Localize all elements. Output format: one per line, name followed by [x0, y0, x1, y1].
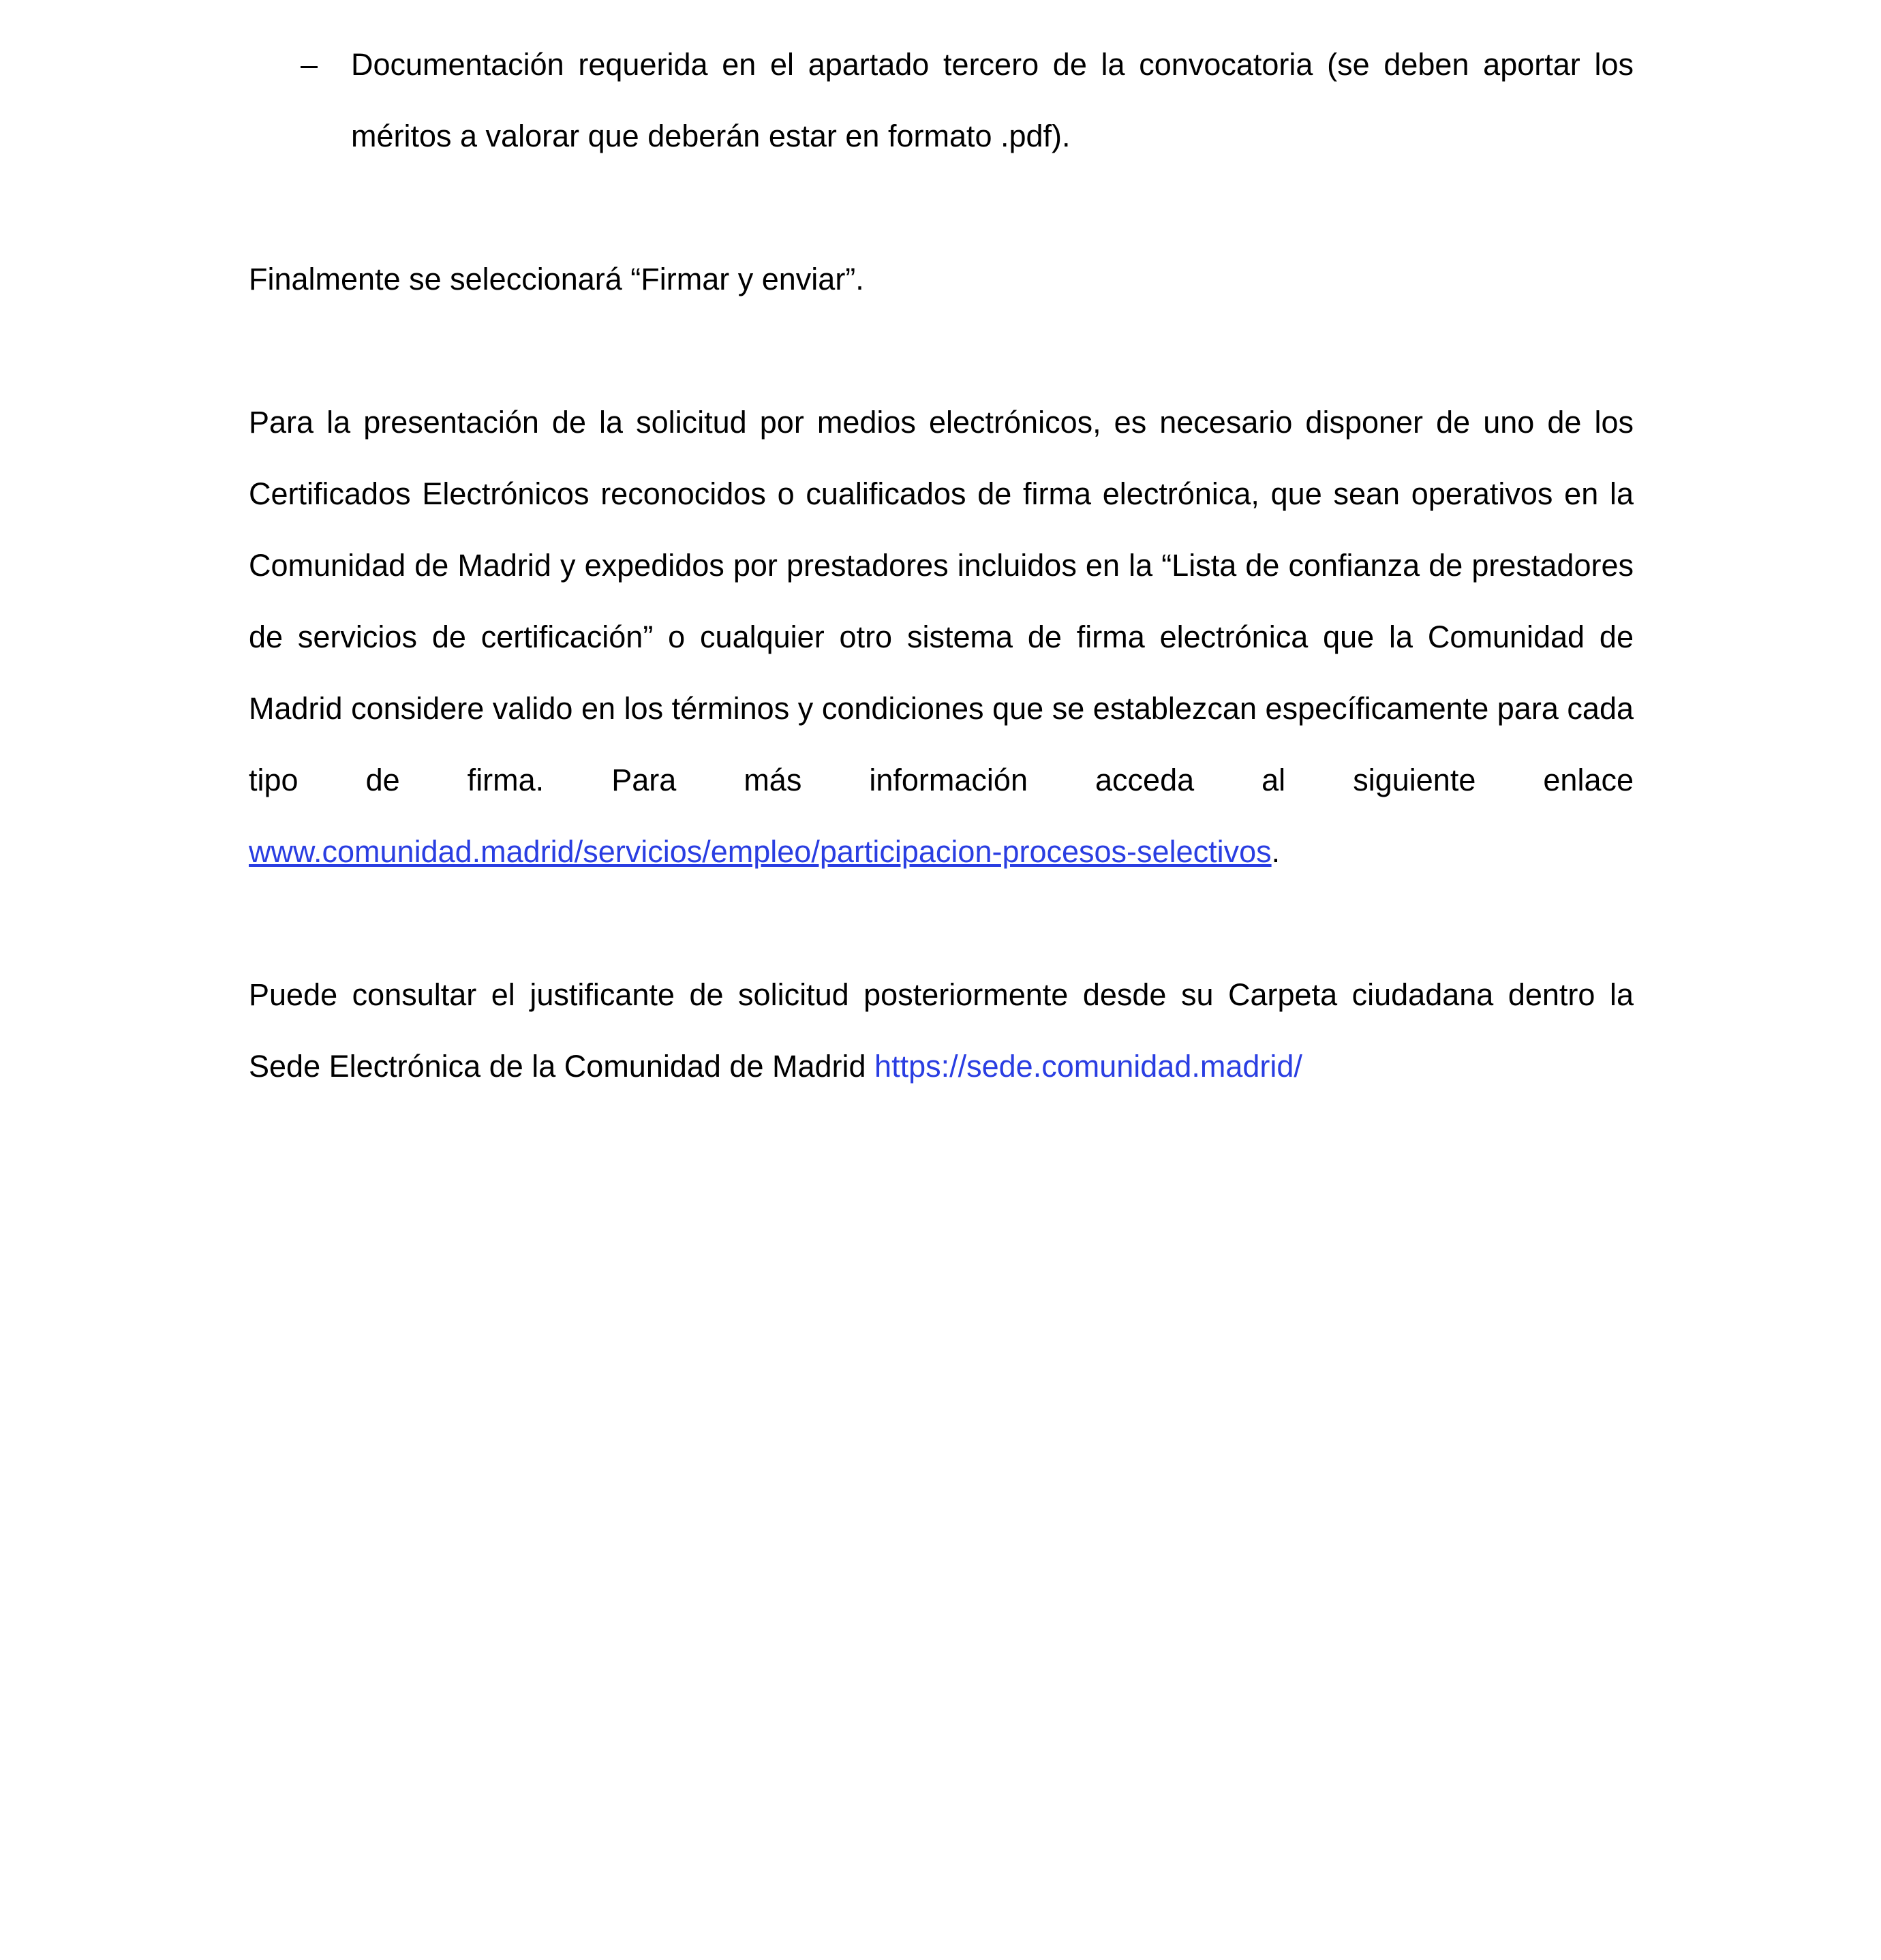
paragraph	[249, 386, 1634, 887]
text-line	[249, 959, 1634, 1030]
text-segment: Finalmente se seleccionará “Firmar y enviar”.	[249, 262, 864, 296]
bullet-marker: –	[301, 47, 318, 82]
text-segment: Para la presentación de la solicitud por medios electrónicos, es necesario disponer de uno de los	[249, 405, 1634, 440]
text-line	[249, 744, 1634, 816]
text-segment: de servicios de certificación” o cualquier otro sistema de firma electrónica que la Comunidad de	[249, 619, 1634, 654]
text-line	[249, 386, 1634, 458]
text-segment: Puede consultar el justificante de solicitud posteriormente desde su Carpeta ciudadana dentro la	[249, 977, 1634, 1012]
text-line	[249, 1030, 1634, 1102]
text-line	[249, 673, 1634, 744]
bullet-item	[249, 29, 1634, 172]
text-segment: Sede Electrónica de la Comunidad de Madrid	[249, 1049, 875, 1084]
text-line	[249, 243, 1634, 315]
text-line	[249, 816, 1634, 887]
text-segment: Documentación requerida en el apartado tercero de la convocatoria (se deben aportar los	[351, 47, 1634, 82]
text-segment: tipo de firma. Para más información acceda al siguiente enlace	[249, 763, 1634, 797]
text-line	[351, 29, 1634, 100]
text-line	[249, 458, 1634, 530]
paragraph	[249, 959, 1634, 1102]
text-segment: Comunidad de Madrid y expedidos por prestadores incluidos en la “Lista de confianza de prestadores	[249, 548, 1634, 583]
text-segment: méritos a valorar que deberán estar en formato .pdf).	[351, 119, 1071, 153]
text-line	[249, 530, 1634, 601]
hyperlink[interactable]: https://sede.comunidad.madrid/	[874, 1049, 1302, 1084]
document-content	[249, 29, 1634, 1102]
hyperlink[interactable]: www.comunidad.madrid/servicios/empleo/participacion-procesos-selectivos	[249, 834, 1272, 869]
text-segment: Madrid considere valido en los términos y condiciones que se establezcan específicamente para cada	[249, 691, 1634, 726]
text-segment: Certificados Electrónicos reconocidos o cualificados de firma electrónica, que sean operativos en la	[249, 476, 1634, 511]
text-segment: .	[1271, 834, 1281, 869]
text-line	[351, 100, 1634, 172]
text-line	[249, 601, 1634, 673]
paragraph	[249, 243, 1634, 315]
